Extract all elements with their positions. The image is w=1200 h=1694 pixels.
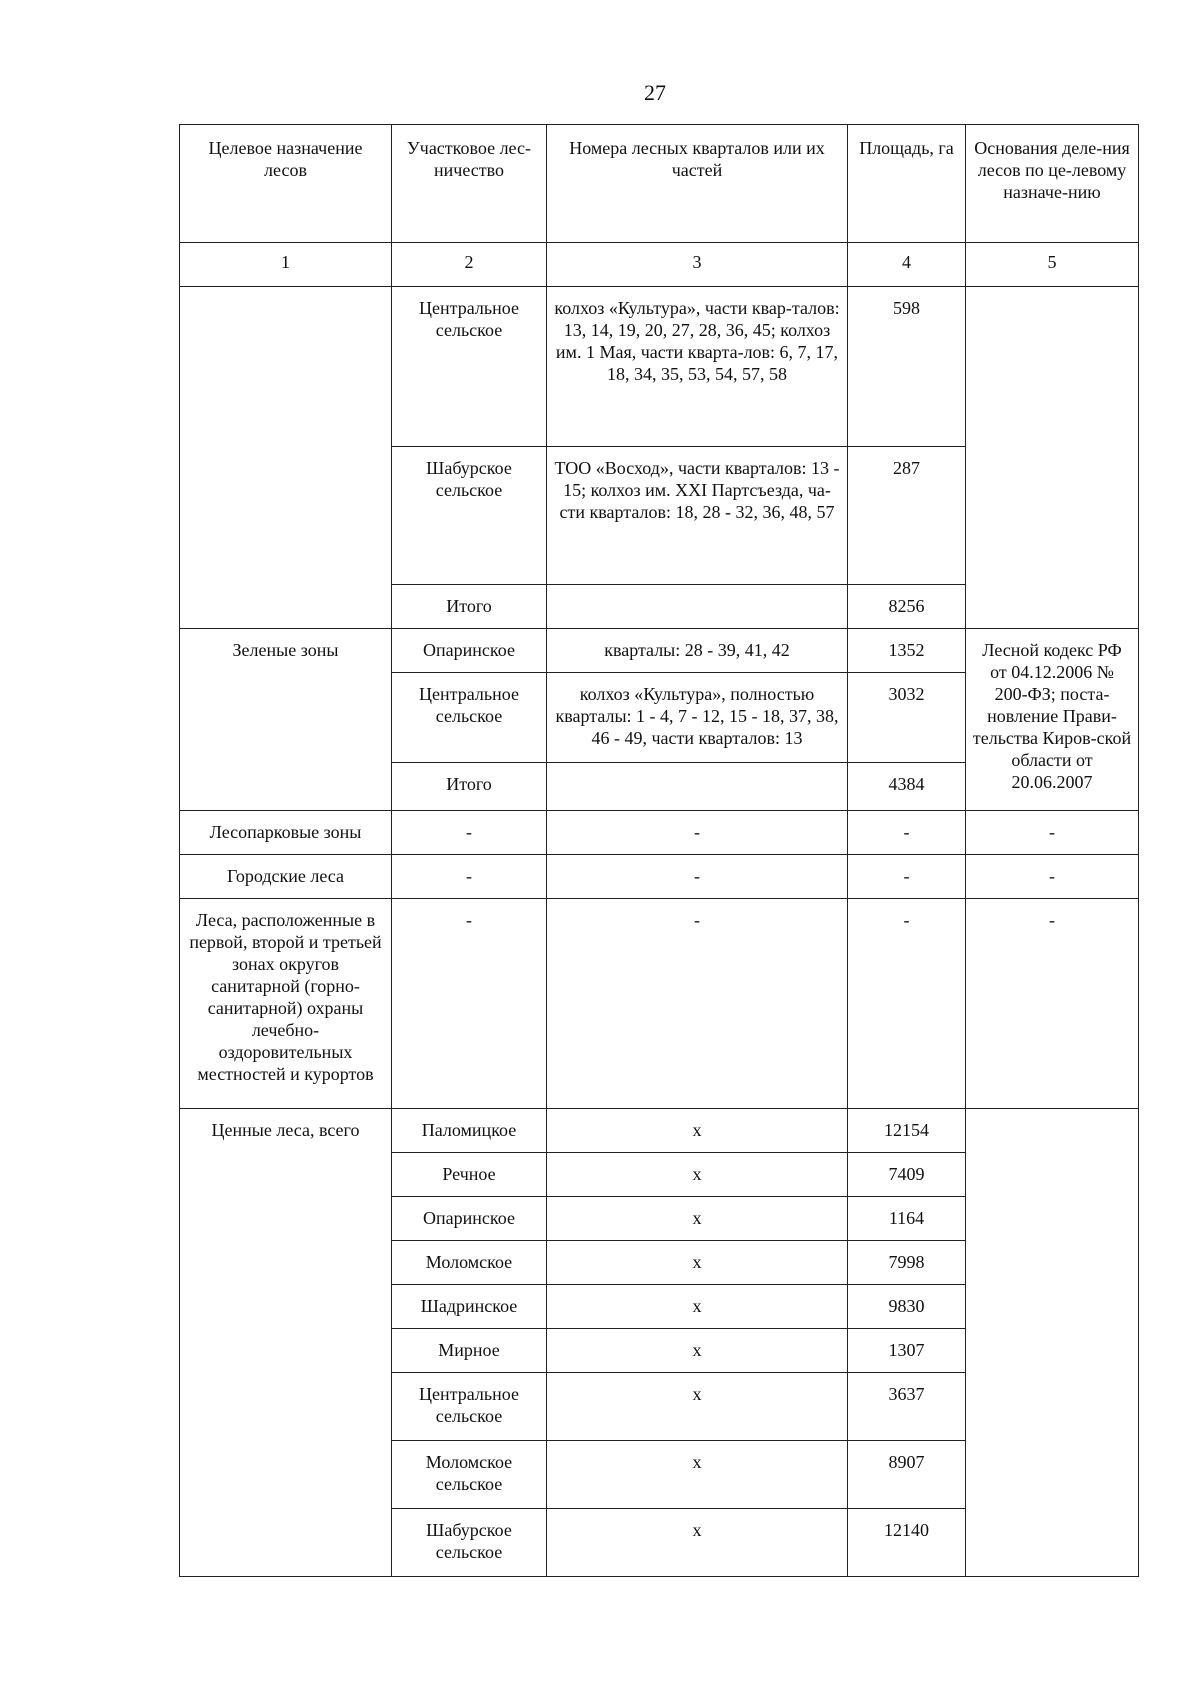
- header-quarters: Номера лесных кварталов или их частей: [547, 125, 848, 243]
- table-row: [180, 899, 1139, 1109]
- header-purpose: Целевое назначение лесов: [180, 125, 392, 243]
- basis-cell: Лесной кодекс РФ от 04.12.2006 № 200-ФЗ; поста-новление Прави-тельства Киров-ской области от 20.06.2007: [966, 629, 1139, 811]
- quarters-cell: х: [547, 1109, 848, 1153]
- quarters-cell: х: [547, 1285, 848, 1329]
- quarters-cell: х: [547, 1441, 848, 1509]
- table-row: [180, 287, 1139, 447]
- total-area: 8256: [848, 585, 966, 629]
- area-cell: -: [848, 811, 966, 855]
- forestry-cell: Мирное: [392, 1329, 547, 1373]
- basis-cell: -: [966, 811, 1139, 855]
- table-row: [180, 1109, 1139, 1153]
- purpose-cell-empty: [180, 287, 392, 629]
- area-cell: -: [848, 899, 966, 1109]
- header-forestry: Участковое лес-ничество: [392, 125, 547, 243]
- quarters-cell: х: [547, 1509, 848, 1577]
- forest-purpose-table-wrapper: [179, 124, 1139, 1577]
- page-number: 27: [644, 80, 666, 105]
- area-cell: 1352: [848, 629, 966, 673]
- header-basis: Основания деле-ния лесов по це-левому назначе-нию: [966, 125, 1139, 243]
- quarters-cell: х: [547, 1153, 848, 1197]
- column-number: 4: [848, 243, 966, 287]
- forest-purpose-table: [179, 124, 1139, 1577]
- area-cell: 12140: [848, 1509, 966, 1577]
- forestry-cell: Речное: [392, 1153, 547, 1197]
- area-cell: 598: [848, 287, 966, 447]
- quarters-cell: колхоз «Культура», части квар-талов: 13, 14, 19, 20, 27, 28, 36, 45; колхоз им. 1 Мая, части кварта-лов: 6, 7, 17, 18, 34, 35, 53, 54, 57, 58: [547, 287, 848, 447]
- table-row: [180, 855, 1139, 899]
- area-cell: 1164: [848, 1197, 966, 1241]
- forestry-cell: Центральное сельское: [392, 287, 547, 447]
- area-cell: 8907: [848, 1441, 966, 1509]
- basis-cell: -: [966, 855, 1139, 899]
- header-row: [180, 125, 1139, 243]
- quarters-cell: х: [547, 1241, 848, 1285]
- forestry-cell: Центральное сельское: [392, 673, 547, 763]
- basis-cell: -: [966, 899, 1139, 1109]
- area-cell: 9830: [848, 1285, 966, 1329]
- basis-cell-empty: [966, 1109, 1139, 1577]
- purpose-cell: Лесопарковые зоны: [180, 811, 392, 855]
- forestry-cell: Моломское сельское: [392, 1441, 547, 1509]
- forestry-cell: -: [392, 811, 547, 855]
- forestry-cell: -: [392, 855, 547, 899]
- quarters-cell: -: [547, 899, 848, 1109]
- quarters-cell-empty: [547, 585, 848, 629]
- quarters-cell: х: [547, 1329, 848, 1373]
- header-area: Площадь, га: [848, 125, 966, 243]
- column-number: 5: [966, 243, 1139, 287]
- quarters-cell: х: [547, 1373, 848, 1441]
- forestry-cell: Паломицкое: [392, 1109, 547, 1153]
- forestry-cell: -: [392, 899, 547, 1109]
- quarters-cell: -: [547, 855, 848, 899]
- column-number: 2: [392, 243, 547, 287]
- quarters-cell: кварталы: 28 - 39, 41, 42: [547, 629, 848, 673]
- column-number: 1: [180, 243, 392, 287]
- purpose-cell: Ценные леса, всего: [180, 1109, 392, 1577]
- purpose-cell: Леса, расположенные в первой, второй и третьей зонах округов санитарной (горно-санитарной) охраны лечебно-оздоровительных местностей и курортов: [180, 899, 392, 1109]
- quarters-cell: колхоз «Культура», полностью кварталы: 1 - 4, 7 - 12, 15 - 18, 37, 38, 46 - 49, части кварталов: 13: [547, 673, 848, 763]
- column-number-row: [180, 243, 1139, 287]
- quarters-cell-empty: [547, 763, 848, 811]
- area-cell: 3032: [848, 673, 966, 763]
- basis-cell-empty: [966, 287, 1139, 629]
- forestry-cell: Шадринское: [392, 1285, 547, 1329]
- forestry-cell: Опаринское: [392, 629, 547, 673]
- area-cell: 287: [848, 447, 966, 585]
- area-cell: -: [848, 855, 966, 899]
- area-cell: 3637: [848, 1373, 966, 1441]
- area-cell: 7998: [848, 1241, 966, 1285]
- quarters-cell: -: [547, 811, 848, 855]
- purpose-cell: Городские леса: [180, 855, 392, 899]
- area-cell: 1307: [848, 1329, 966, 1373]
- area-cell: 12154: [848, 1109, 966, 1153]
- total-label: Итого: [392, 585, 547, 629]
- quarters-cell: х: [547, 1197, 848, 1241]
- quarters-cell: ТОО «Восход», части кварталов: 13 - 15; колхоз им. XXI Партсъезда, ча-сти кварталов: 18, 28 - 32, 36, 48, 57: [547, 447, 848, 585]
- forestry-cell: Опаринское: [392, 1197, 547, 1241]
- forestry-cell: Центральное сельское: [392, 1373, 547, 1441]
- purpose-cell: Зеленые зоны: [180, 629, 392, 811]
- area-cell: 7409: [848, 1153, 966, 1197]
- total-label: Итого: [392, 763, 547, 811]
- table-row: [180, 629, 1139, 673]
- column-number: 3: [547, 243, 848, 287]
- forestry-cell: Шабурское сельское: [392, 447, 547, 585]
- forestry-cell: Шабурское сельское: [392, 1509, 547, 1577]
- total-area: 4384: [848, 763, 966, 811]
- table-row: [180, 811, 1139, 855]
- forestry-cell: Моломское: [392, 1241, 547, 1285]
